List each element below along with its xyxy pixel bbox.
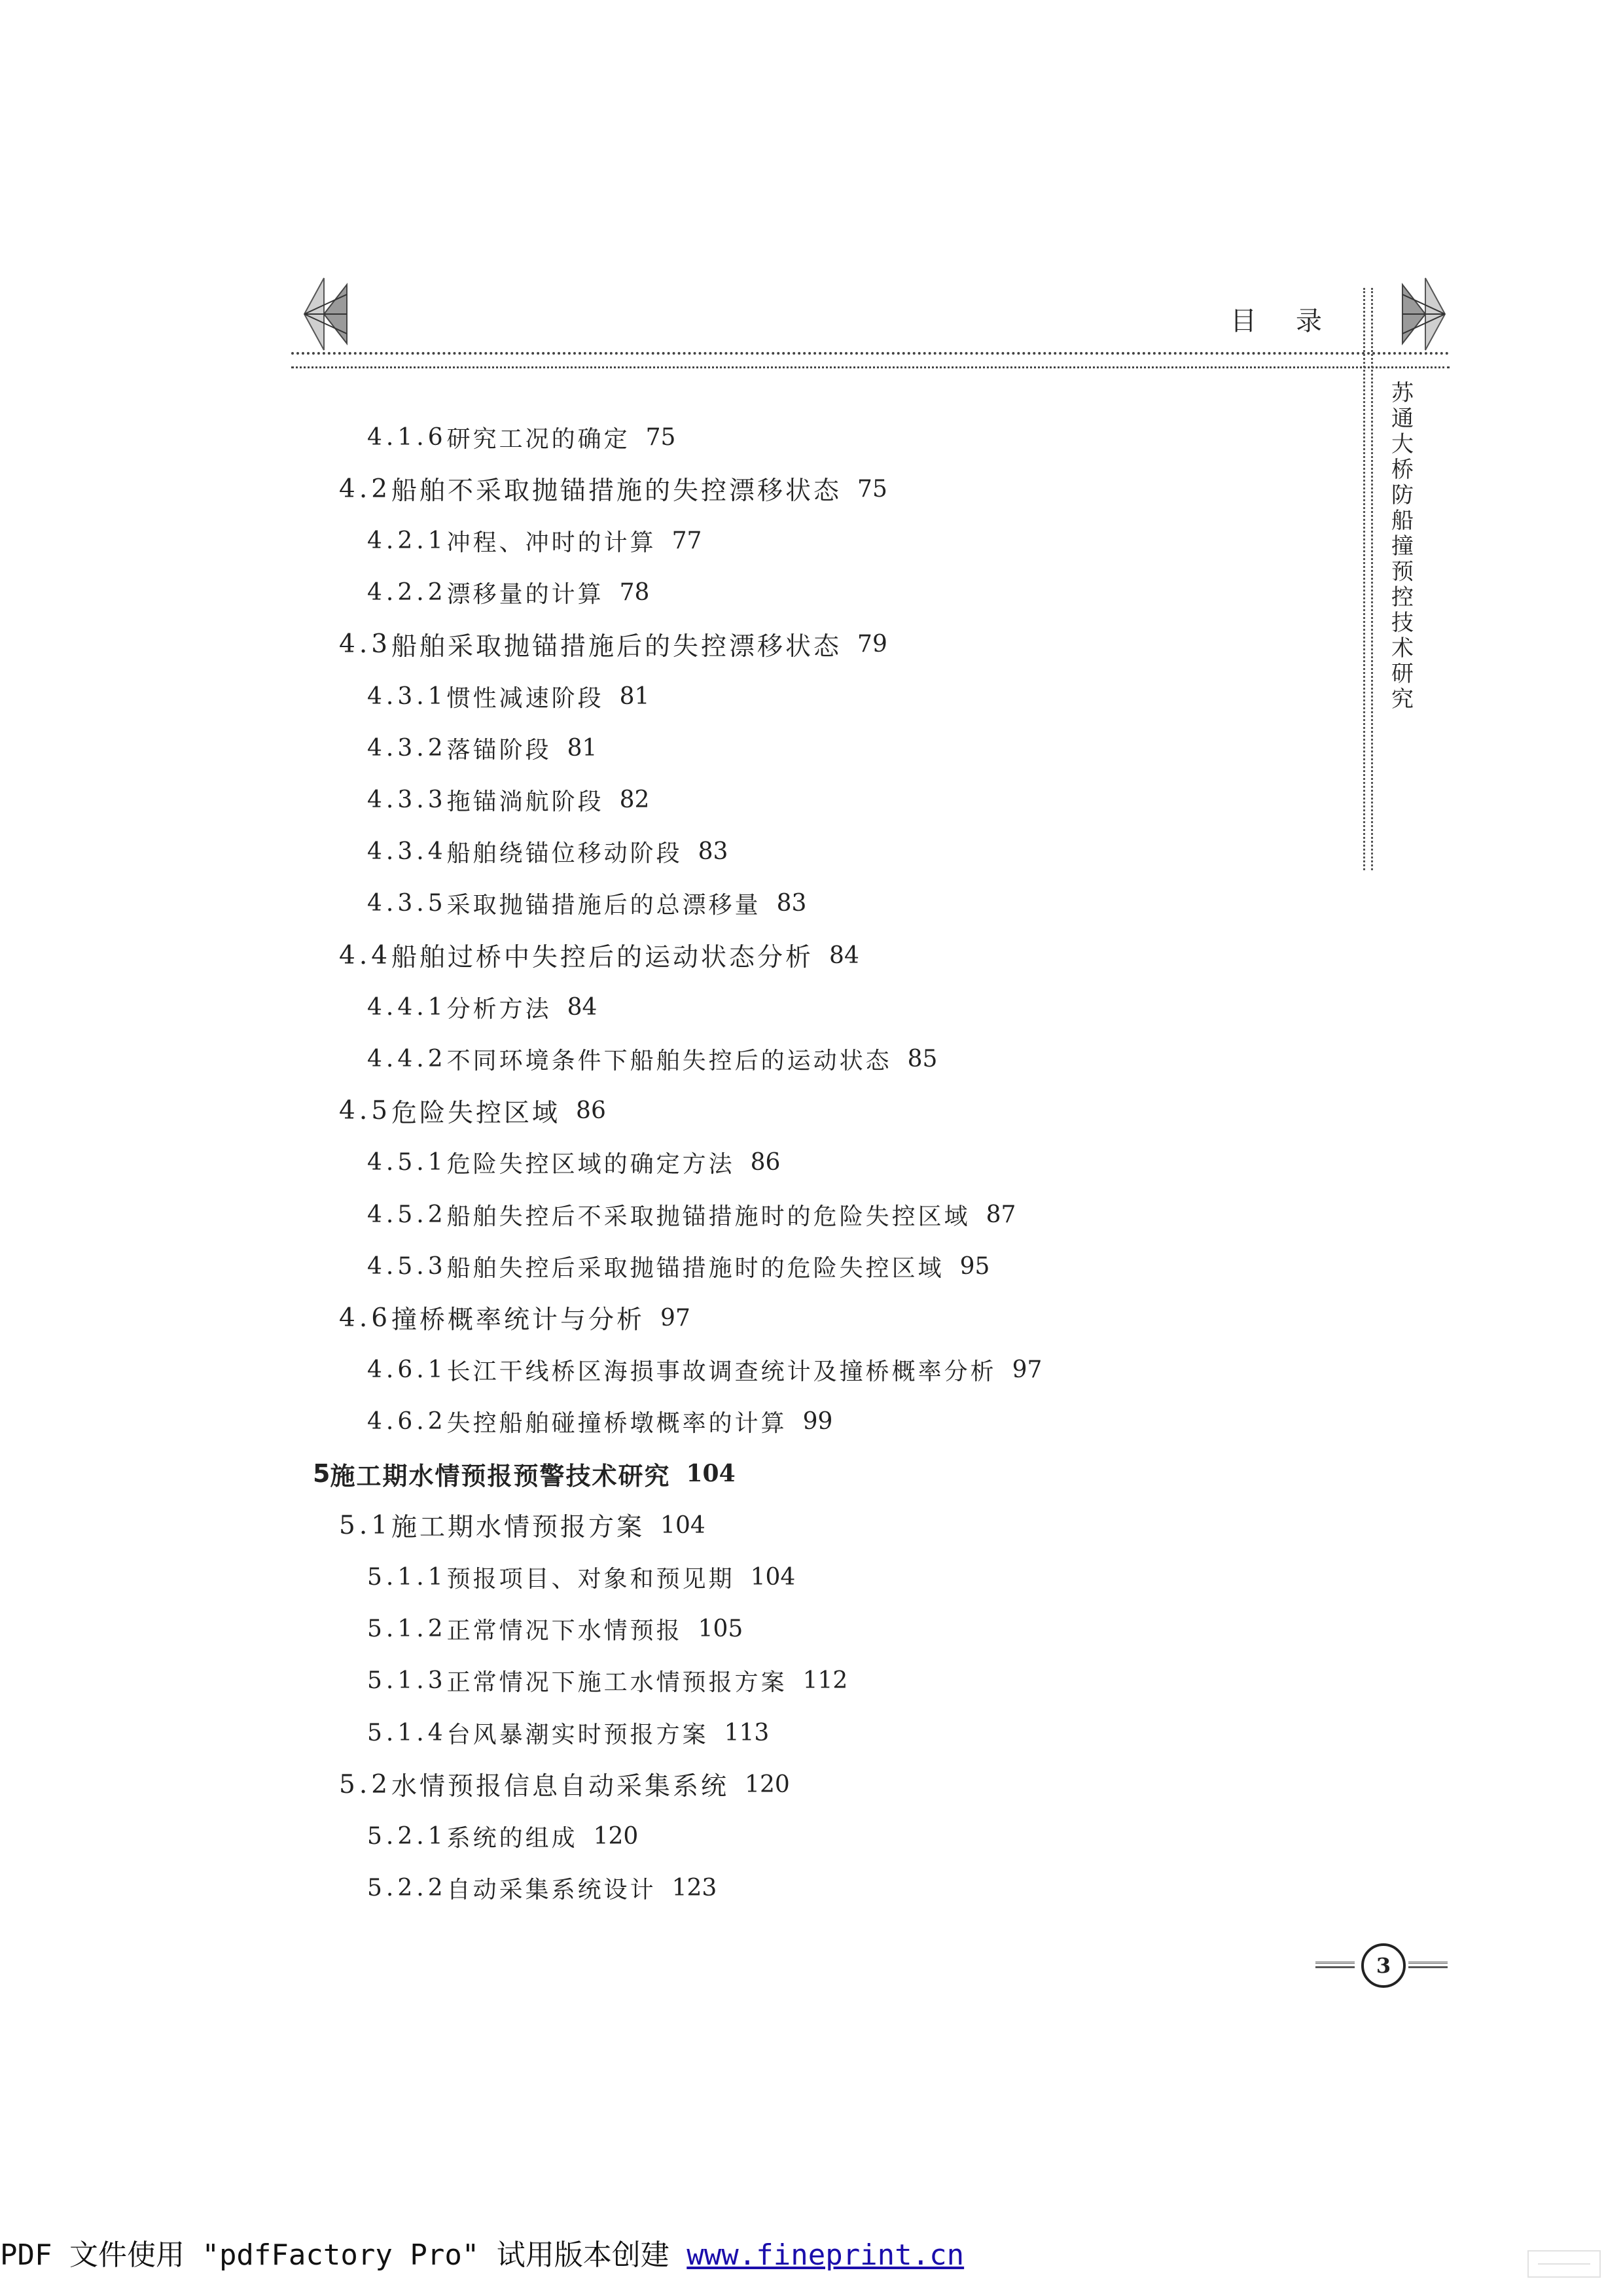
toc-entry-page: 113 xyxy=(724,1719,770,1746)
toc-entry-title: 撞桥概率统计与分析 xyxy=(391,1305,645,1335)
toc-entry-title: 船舶失控后不采取抛锚措施时的危险失控区域 xyxy=(446,1203,971,1230)
toc-entry-title: 台风暴潮实时预报方案 xyxy=(446,1721,709,1748)
toc-entry-page: 86 xyxy=(576,1097,606,1125)
toc-entry-page: 123 xyxy=(671,1875,717,1902)
toc-entry-number: 5.1.1 xyxy=(367,1563,447,1591)
header-divider xyxy=(291,352,1450,355)
toc-entry-title: 漂移量的计算 xyxy=(446,581,604,609)
toc-entry-number: 4.3.3 xyxy=(367,786,447,813)
toc-entry-page: 81 xyxy=(619,682,650,710)
toc-entry-page: 83 xyxy=(698,838,728,866)
watermark-logo-icon xyxy=(1525,2244,1603,2284)
toc-entry-title: 正常情况下水情预报 xyxy=(446,1617,683,1645)
toc-entry-page: 104 xyxy=(750,1563,796,1591)
toc-entry-title: 落锚阶段 xyxy=(446,736,552,764)
toc-entry-number: 5.1.4 xyxy=(367,1719,447,1746)
toc-entry-number: 4.6 xyxy=(339,1303,392,1333)
toc-entry-title: 自动采集系统设计 xyxy=(446,1877,656,1904)
toc-entry-title: 船舶不采取抛锚措施的失控漂移状态 xyxy=(391,476,842,506)
toc-entry-title: 分析方法 xyxy=(446,995,552,1023)
toc-entry-page: 78 xyxy=(619,579,650,607)
toc-entry-page: 120 xyxy=(593,1822,639,1850)
toc-entry-page: 104 xyxy=(660,1511,705,1539)
toc-entry-number: 5.2 xyxy=(339,1769,392,1799)
toc-entry-page: 82 xyxy=(619,786,650,813)
header-divider xyxy=(291,366,1450,368)
toc-entry-title: 系统的组成 xyxy=(446,1824,578,1852)
toc-entry-page: 83 xyxy=(776,890,807,917)
toc-entry-page: 85 xyxy=(907,1045,938,1072)
toc-entry-title: 长江干线桥区海损事故调查统计及撞桥概率分析 xyxy=(446,1358,997,1386)
toc-entry-number: 4.6.1 xyxy=(367,1356,447,1384)
toc-entry-title: 危险失控区域 xyxy=(391,1098,561,1128)
toc-entry-page: 75 xyxy=(645,423,676,451)
toc-entry-title: 船舶绕锚位移动阶段 xyxy=(446,840,683,868)
footer-text: PDF 文件使用 "pdfFactory Pro" 试用版本创建 xyxy=(0,2238,687,2272)
toc-entry-title: 研究工况的确定 xyxy=(446,425,630,453)
toc-entry-number: 4.2.1 xyxy=(367,527,447,554)
toc-entry-number: 4.4 xyxy=(339,940,392,970)
page-number-ornament xyxy=(1408,1962,1448,1968)
toc-entry-number: 4.2.2 xyxy=(367,579,447,607)
toc-entry-title: 失控船舶碰撞桥墩概率的计算 xyxy=(446,1410,787,1438)
page-number-ornament xyxy=(1315,1962,1355,1968)
toc-entry-title: 船舶失控后采取抛锚措施时的危险失控区域 xyxy=(446,1254,944,1282)
side-book-title: 苏 通 大 桥 防 船 撞 预 控 技 术 研 究 xyxy=(1391,380,1414,713)
pdf-footer xyxy=(0,2233,964,2278)
toc-entry-number: 5 xyxy=(313,1459,330,1488)
toc-entry-number: 4.4.2 xyxy=(367,1045,447,1072)
toc-entry-page: 86 xyxy=(750,1149,781,1176)
toc-entry-page: 84 xyxy=(567,993,597,1021)
page-number: 3 xyxy=(1361,1943,1406,1988)
toc-entry-title: 水情预报信息自动采集系统 xyxy=(391,1772,730,1802)
toc-entry-number: 4.2 xyxy=(339,474,392,504)
toc-entry-number: 5.2.1 xyxy=(367,1822,447,1850)
header-ornament-left-icon xyxy=(298,275,357,353)
toc-entry-number: 4.5.3 xyxy=(367,1252,447,1280)
toc-entry-page: 95 xyxy=(959,1252,990,1280)
toc-entry-title: 施工期水情预报预警技术研究 xyxy=(330,1461,671,1491)
toc-entry-page: 120 xyxy=(745,1771,790,1798)
toc-entry-title: 施工期水情预报方案 xyxy=(391,1513,645,1543)
toc-entry-title: 拖锚淌航阶段 xyxy=(446,788,604,815)
toc-entry-title: 采取抛锚措施后的总漂移量 xyxy=(446,892,761,919)
toc-entry-title: 不同环境条件下船舶失控后的运动状态 xyxy=(446,1047,892,1074)
toc-entry-number: 4.5.2 xyxy=(367,1201,447,1228)
toc-entry-number: 4.3 xyxy=(339,629,392,660)
toc-entry-number: 5.1 xyxy=(339,1510,392,1540)
toc-entry-title: 危险失控区域的确定方法 xyxy=(446,1151,735,1178)
toc-entry-page: 77 xyxy=(671,527,702,554)
toc-entry-page: 84 xyxy=(829,942,859,969)
toc-entry-page: 105 xyxy=(698,1616,743,1643)
toc-entry-number: 4.5.1 xyxy=(367,1149,447,1176)
toc-entry-page: 104 xyxy=(686,1460,736,1487)
toc-entry-title: 船舶采取抛锚措施后的失控漂移状态 xyxy=(391,631,842,662)
toc-entry-number: 4.3.5 xyxy=(367,890,447,917)
side-divider xyxy=(1371,288,1373,870)
toc-entry-page: 87 xyxy=(986,1201,1016,1228)
toc-entry-number: 4.1.6 xyxy=(367,423,447,451)
toc-entry-title: 船舶过桥中失控后的运动状态分析 xyxy=(391,943,814,972)
toc-entry-page: 75 xyxy=(857,475,887,503)
toc-entry-page: 97 xyxy=(660,1304,690,1332)
page-header-title: 目 录 xyxy=(1230,306,1329,336)
toc-entry-title: 正常情况下施工水情预报方案 xyxy=(446,1669,787,1697)
toc-entry-page: 81 xyxy=(567,734,597,762)
toc-entry-page: 97 xyxy=(1012,1356,1043,1384)
toc-entry-page: 79 xyxy=(857,631,887,658)
side-divider xyxy=(1363,288,1365,870)
footer-link[interactable]: www.fineprint.cn xyxy=(687,2238,965,2272)
toc-entry-number: 5.2.2 xyxy=(367,1875,447,1902)
header-ornament-right-icon xyxy=(1393,275,1452,353)
toc-entry-number: 5.1.2 xyxy=(367,1616,447,1643)
toc-entry-number: 4.4.1 xyxy=(367,993,447,1021)
toc-entry-title: 预报项目、对象和预见期 xyxy=(446,1565,735,1593)
toc-entry-number: 4.5 xyxy=(339,1096,392,1126)
toc-entry-page: 99 xyxy=(802,1408,833,1436)
toc-entry-number: 4.3.4 xyxy=(367,838,447,866)
toc-entry-page: 112 xyxy=(802,1667,848,1695)
toc-entry-number: 4.3.1 xyxy=(367,682,447,710)
toc-entry-title: 惯性减速阶段 xyxy=(446,684,604,712)
toc-entry-number: 4.6.2 xyxy=(367,1408,447,1436)
toc-entry-title: 冲程、冲时的计算 xyxy=(446,529,656,556)
toc-entry-number: 4.3.2 xyxy=(367,734,447,762)
toc-entry-number: 5.1.3 xyxy=(367,1667,447,1695)
